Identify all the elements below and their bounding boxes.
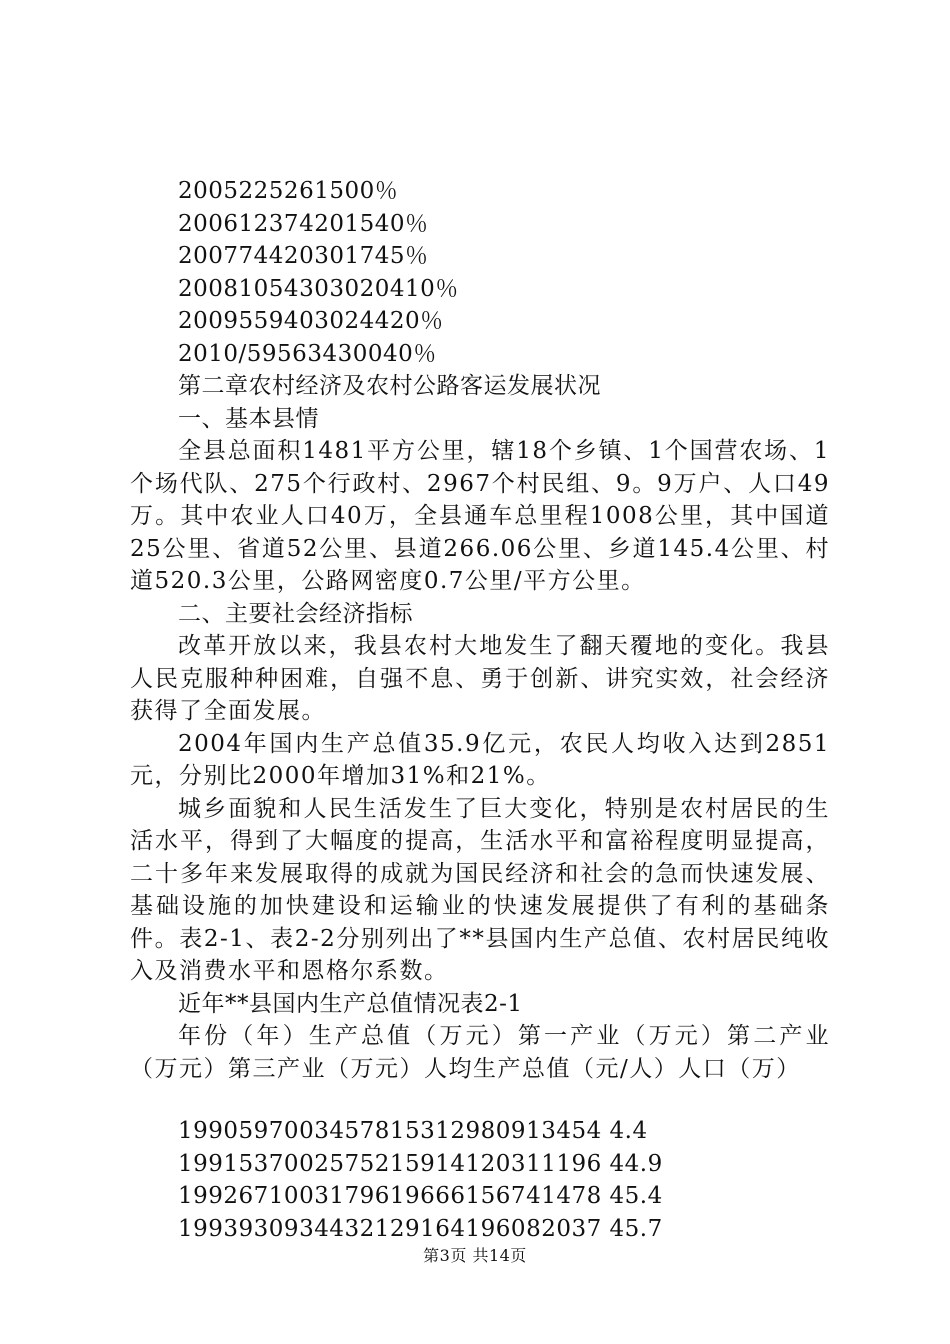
chapter-title: 第二章农村经济及农村公路客运发展状况: [178, 373, 601, 399]
paragraph: 全县总面积1481平方公里，辖18个乡镇、1个国营农场、1个场代队、275个行政村、2967个村民组、9。9万户、人口49万。其中农业人口40万，全县通车总里程1008公里，其中国道25公里、省道52公里、县道266.06公里、乡道145.4公里、村道520.3公里，公路网密度0.7公里/平方公里。: [130, 438, 830, 594]
table-row: 1991537002575215914120311196 44.9: [178, 1150, 663, 1177]
page-content: [130, 175, 830, 1245]
table-row: 2009559403024420％: [178, 308, 444, 334]
table-row: 200612374201540％: [178, 210, 429, 237]
paragraph: 2004年国内生产总值35.9亿元，农民人均收入达到2851元，分别比2000年增加31%和21%。: [130, 730, 830, 789]
page-footer: 第3页 共14页: [423, 1246, 527, 1265]
section-title: 二、主要社会经济指标: [178, 600, 413, 627]
table-row: 1993930934432129164196082037 45.7: [178, 1215, 663, 1242]
table-row: 1992671003179619666156741478 45.4: [178, 1183, 663, 1209]
spacer: [130, 1085, 830, 1115]
paragraph: 改革开放以来，我县农村大地发生了翻天覆地的变化。我县人民克服种种困难，自强不息、勇于创新、讲究实效，社会经济获得了全面发展。: [130, 633, 830, 724]
table-header: 年份（年）生产总值（万元）第一产业（万元）第二产业（万元）第三产业（万元）人均生产总值（元/人）人口（万）: [130, 1023, 830, 1082]
table-row: 2010/59563430040％: [178, 340, 437, 367]
table-row: 2005225261500％: [178, 178, 399, 204]
table-row: 1990597003457815312980913454 4.4: [178, 1118, 648, 1144]
table-row: 20081054303020410％: [178, 275, 459, 302]
table-row: 200774420301745％: [178, 243, 429, 269]
paragraph: 城乡面貌和人民生活发生了巨大变化，特别是农村居民的生活水平，得到了大幅度的提高，生活水平和富裕程度明显提高，二十多年来发展取得的成就为国民经济和社会的急而快速发展、基础设施的加快建设和运输业的快速发展提供了有利的基础条件。表2-1、表2-2分别列出了**县国内生产总值、农村居民纯收入及消费水平和恩格尔系数。: [130, 795, 830, 984]
table-title: 近年**县国内生产总值情况表2-1: [178, 990, 523, 1017]
section-title: 一、基本县情: [178, 405, 319, 432]
